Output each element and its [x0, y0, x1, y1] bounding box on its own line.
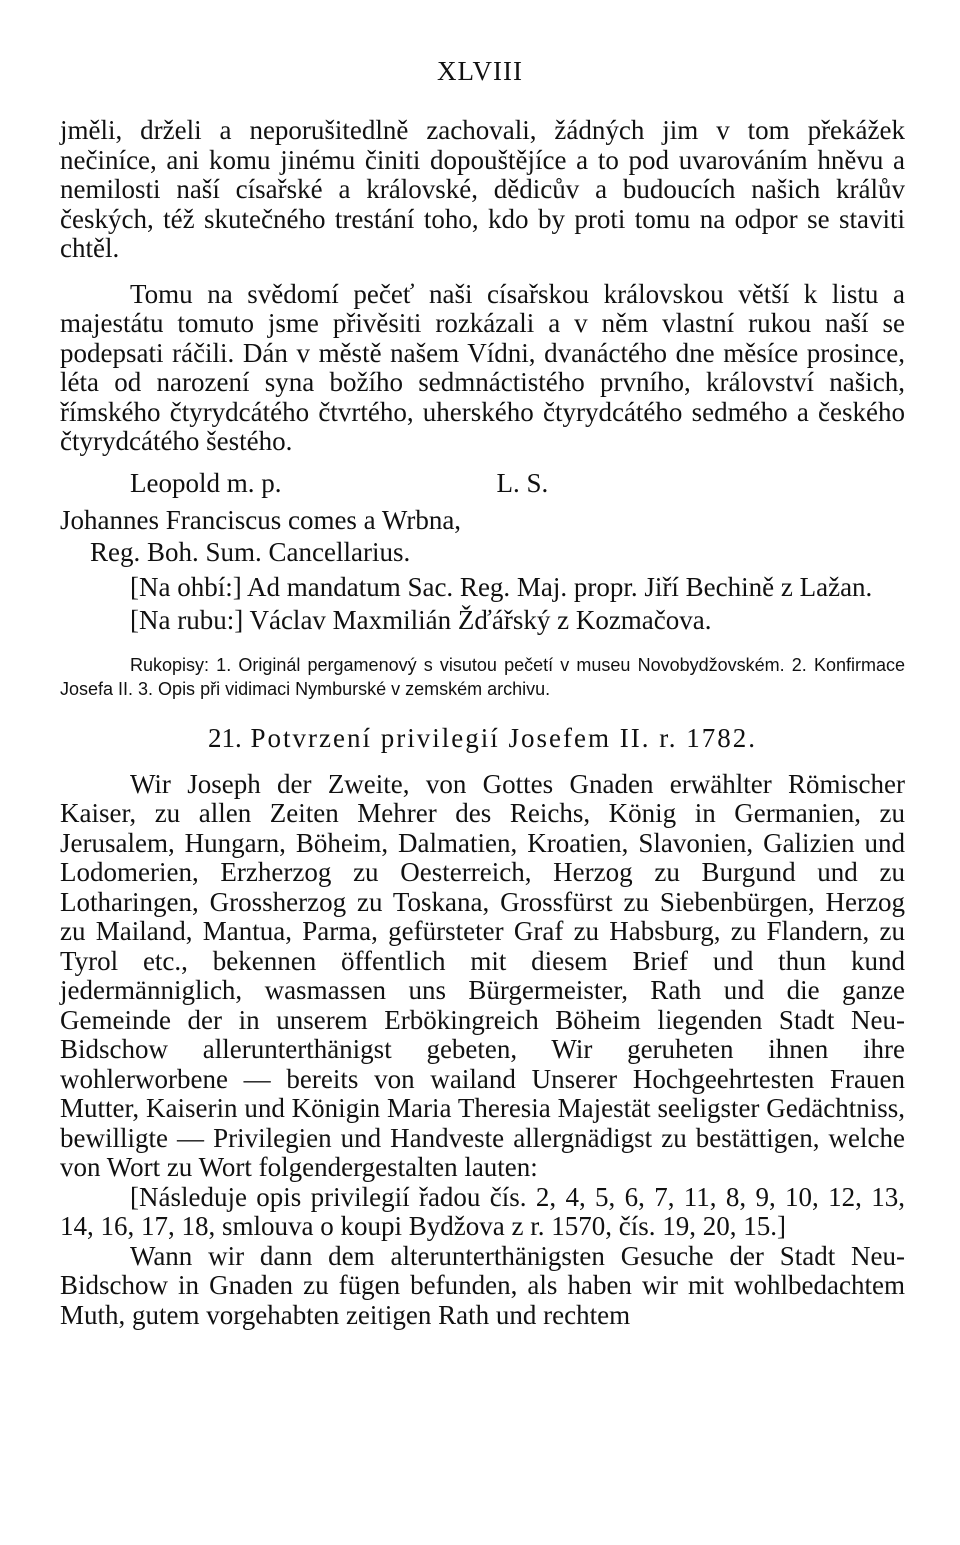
endorsement-ohbi: [Na ohbí:] Ad mandatum Sac. Reg. Maj. propr. Jiří Bechině z Lažan. [130, 571, 873, 602]
section-number: 21. [208, 722, 242, 753]
paragraph-german-intro: Wir Joseph der Zweite, von Gottes Gnaden erwählter Römischer Kaiser, zu allen Zeiten Mehrer des Reichs, König in Germanien, zu Jerusalem, Hungarn, Böheim, Dalmatien, Kroatien, Slavonien, Galizien und Lodomerien, Erzherzog zu Oesterreich, Herzog zu Burgund und zu Lotharingen, Grossherzog zu Toskana, Grossfürst zu Siebenbürgen, Herzog zu Mailand, Mantua, Parma, gefürsteter Graf zu Habsburg, zu Flandern, zu Tyrol etc., bekennen öffentlich mit diesem Brief und thun kund jedermänniglich, wasmassen uns Bürgermeister, Rath und die ganze Gemeinde der in unserem Erbökingreich Böheim liegenden Stadt Neu-Bidschow allerunterthänigst gebeten, Wir geruheten ihnen ihre wohlerworbene — bereits von wailand Unserer Hochgeehrtesten Frauen Mutter, Kaiserin und Königin Maria Theresia Majestät seeligster Gedächtniss, bewilligte — Privilegien und Handveste allergnädigst zu bestättigen, welche von Wort zu Wort folgendergestalten lauten: [60, 768, 905, 1182]
signature-leopold: Leopold m. p. [130, 467, 282, 498]
page-number: XLVIII [437, 56, 523, 86]
page-body [60, 116, 905, 1330]
paragraph-continuation: jměli, drželi a neporušitedlně zachovali, žádných jim v tom překážek nečiníce, ani komu jinému činiti dopouštějíce a to pod uvarováním hněvu a nemilosti naší císařské a královské, dědicův a budoucích našich králův českých, též skutečného trestání toho, kdo by proti tomu na odpor se staviti chtěl. [60, 115, 905, 263]
section-title: Potvrzení privilegií Josefem II. r. 1782. [250, 722, 757, 753]
signature-title: Reg. Boh. Sum. Cancellarius. [90, 536, 411, 567]
seal-mark: L. S. [496, 467, 549, 498]
signature-johannes: Johannes Franciscus comes a Wrbna, [60, 504, 462, 535]
endorsement-rubu: [Na rubu:] Václav Maxmilián Žďářský z Kozmačova. [130, 604, 712, 635]
paragraph-bracket-note: [Následuje opis privilegií řadou čís. 2, 4, 5, 6, 7, 11, 8, 9, 10, 12, 13, 14, 16, 17, 18, smlouva o koupi Bydžova z r. 1570, čís. 19, 20, 15.] [60, 1181, 905, 1241]
paragraph-seal: Tomu na svědomí pečeť naši císařskou královskou větší k listu a majestátu tomuto jsme přivěsiti rozkázali a v něm vlastní rukou naší se podepsati ráčili. Dán v městě našem Vídni, dvanáctého dne měsíce prosince, léta od narození syna božího sedmnáctistého prvního, království našich, římského čtyrydcátého čtvrtého, uherského čtyrydcátého sedmého a českého čtyrydcátého šestého. [60, 278, 905, 456]
manuscripts-note: Rukopisy: 1. Originál pergamenový s visutou pečetí v museu Novobydžovském. 2. Konfirmace Josefa II. 3. Opis při vidimaci Nymburské v zemském archivu. [60, 654, 905, 699]
signature-line [60, 467, 905, 500]
section-heading [60, 723, 905, 754]
paragraph-german-wann: Wann wir dann dem alterunterthänigsten Gesuche der Stadt Neu-Bidschow in Gnaden zu fügen befunden, als haben wir mit wohlbedachtem Muth, gutem vorgehabten zeitigen Rath und rechtem [60, 1240, 905, 1330]
